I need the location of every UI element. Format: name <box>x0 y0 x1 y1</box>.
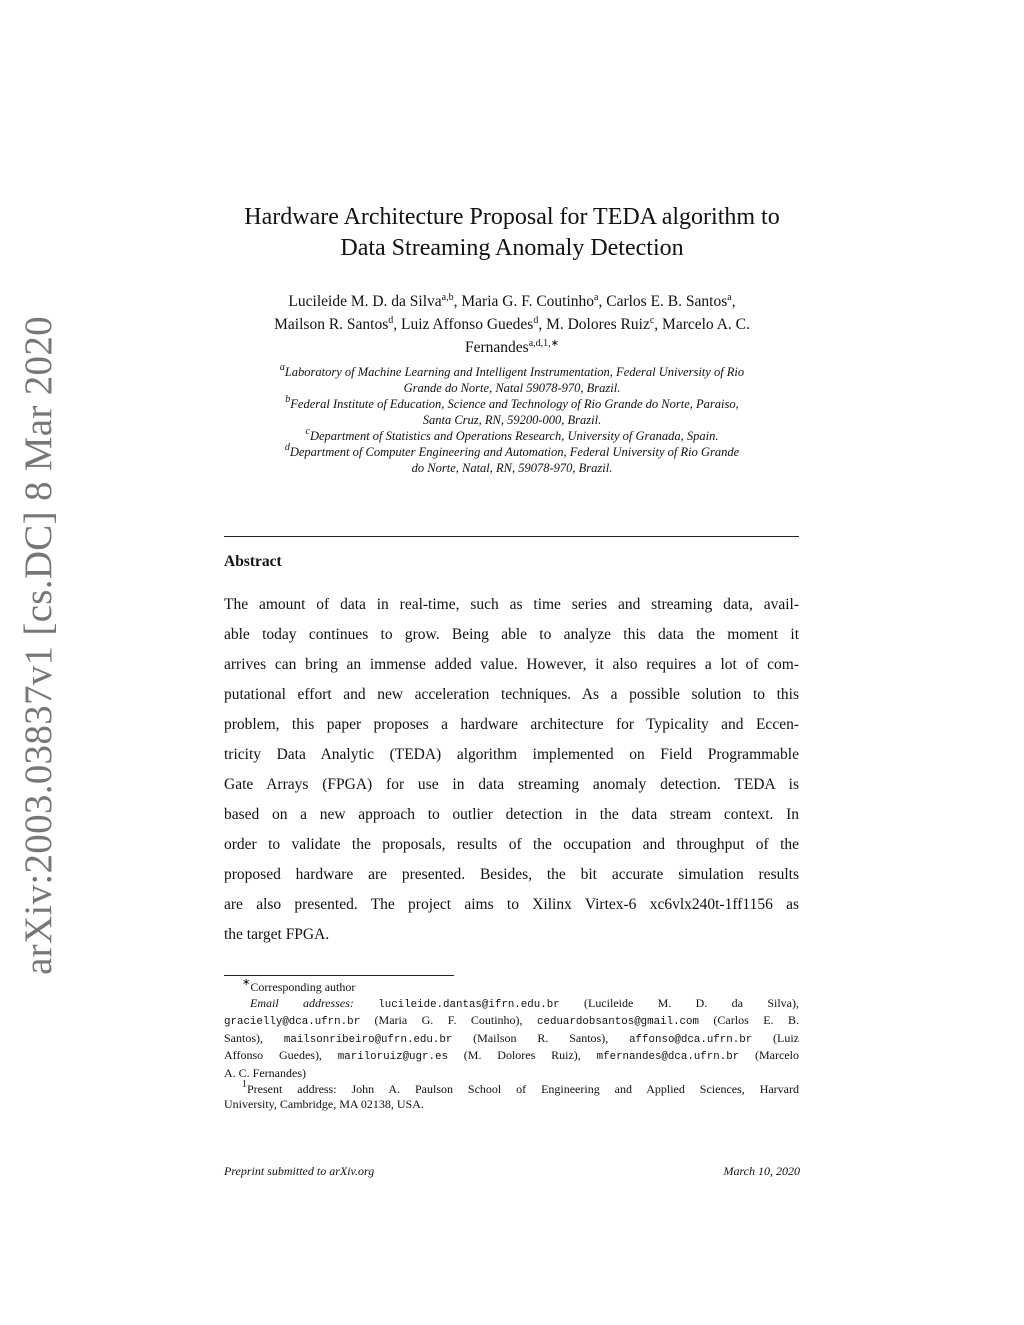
abstract-line: based on a new approach to outlier detection in the data stream context. In <box>224 806 799 823</box>
affiliation-mark: d <box>284 442 290 453</box>
author-name: Fernandes <box>464 339 529 356</box>
affiliation-mark: c <box>305 426 310 437</box>
abstract-line: able today continues to grow. Being able to analyze this data the moment it <box>224 626 799 643</box>
email-owner: (Mailson R. Santos), <box>452 1030 630 1045</box>
email-link[interactable]: ceduardobsantos@gmail.com <box>537 1016 699 1029</box>
footnote-text: Present address: John A. Paulson School of Engineering and Applied Sciences, Harvard <box>247 1081 799 1096</box>
abstract-line: putational effort and new acceleration techniques. As a possible solution to this <box>224 686 799 703</box>
author-name: , Carlos E. B. Santos <box>598 293 728 310</box>
author-line-3 <box>200 336 824 359</box>
email-owner: (Luiz <box>752 1030 800 1045</box>
email-link[interactable]: lucileide.dantas@ifrn.edu.br <box>378 998 560 1011</box>
footnote-email-line-3 <box>224 1031 799 1049</box>
affiliation-b-line-2: Santa Cruz, RN, 59200-000, Brazil. <box>422 413 602 427</box>
author-name: , Luiz Affonso Guedes <box>393 316 534 333</box>
email-owner: (M. Dolores Ruiz), <box>447 1048 597 1063</box>
paper-title <box>200 202 824 264</box>
title-line-2: Data Streaming Anomaly Detection <box>340 235 684 261</box>
abstract-line: the target FPGA. <box>224 926 330 943</box>
affiliation-text: Department of Computer Engineering and Automation, Federal University of Rio Grande <box>289 445 740 459</box>
author-affil-mark: a <box>727 292 732 303</box>
footnote-text: Corresponding author <box>250 980 356 994</box>
affiliation-d-line-1 <box>220 444 804 460</box>
abstract-line: proposed hardware are presented. Besides, the bit accurate simulation results <box>224 866 799 883</box>
author-list <box>200 290 824 359</box>
author-affil-mark: a <box>594 292 599 303</box>
author-affil-mark: c <box>649 315 655 326</box>
affiliation-c-line-1 <box>220 428 804 444</box>
affiliation-d-line-2: do Norte, Natal, RN, 59078-970, Brazil. <box>411 461 613 475</box>
email-owner: (Lucileide M. D. da Silva), <box>559 995 799 1010</box>
footnote-present-address-line-2: University, Cambridge, MA 02138, USA. <box>224 1097 424 1112</box>
footnotes <box>224 977 800 1113</box>
footnote-email-line-1 <box>224 996 799 1014</box>
email-link[interactable]: mailsonribeiro@ufrn.edu.br <box>283 1033 453 1046</box>
arxiv-identifier-stamp <box>8 315 68 975</box>
email-owner: (Marcelo <box>739 1048 799 1063</box>
email-owner: (Carlos E. B. <box>698 1013 799 1028</box>
email-label: Email addresses: <box>250 995 354 1010</box>
arxiv-id-text: arXiv:2003.03837v1 [cs.DC] 8 Mar 2020 <box>16 315 60 975</box>
email-owner: Affonso Guedes), <box>224 1048 338 1063</box>
email-owner: A. C. Fernandes) <box>224 1065 306 1080</box>
abstract-body <box>224 590 799 950</box>
affiliation-text: Department of Statistics and Operations Research, University of Granada, Spain. <box>309 429 719 443</box>
email-link[interactable]: gracielly@dca.ufrn.br <box>224 1016 361 1029</box>
abstract-top-rule <box>224 536 799 537</box>
author-separator: , <box>731 293 736 310</box>
email-owner: Santos), <box>224 1030 284 1045</box>
abstract-line: The amount of data in real-time, such as time series and streaming data, avail- <box>224 596 799 613</box>
footnote-corresponding <box>224 977 799 996</box>
footnote-email-line-4 <box>224 1048 799 1066</box>
affiliation-a-line-1 <box>220 364 804 380</box>
author-name: Mailson R. Santos <box>274 316 389 333</box>
footer-date: March 10, 2020 <box>723 1164 800 1178</box>
title-line-1: Hardware Architecture Proposal for TEDA algorithm to <box>244 204 780 230</box>
email-link[interactable]: mfernandes@dca.ufrn.br <box>596 1051 740 1064</box>
footnote-email-line-5 <box>224 1066 799 1082</box>
abstract-line: Gate Arrays (FPGA) for use in data streaming anomaly detection. TEDA is <box>224 776 799 793</box>
abstract-heading: Abstract <box>224 553 282 570</box>
author-affil-mark: d <box>533 315 539 326</box>
footnote-email-line-2 <box>224 1013 799 1031</box>
affiliation-text: Laboratory of Machine Learning and Intelligent Instrumentation, Federal University of Rio <box>284 365 745 379</box>
abstract-line: tricity Data Analytic (TEDA) algorithm implemented on Field Programmable <box>224 746 799 763</box>
author-line-1 <box>200 290 824 313</box>
email-owner: (Maria G. F. Coutinho), <box>360 1013 537 1028</box>
abstract-line: are also presented. The project aims to Xilinx Virtex-6 xc6vlx240t-1ff1156 as <box>224 896 799 913</box>
affiliation-b-line-1 <box>220 396 804 412</box>
abstract-line: arrives can bring an immense added value. However, it also requires a lot of com- <box>224 656 799 673</box>
abstract-line: order to validate the proposals, results of the occupation and throughput of the <box>224 836 799 853</box>
affiliation-mark: a <box>279 362 285 373</box>
affiliation-text: Federal Institute of Education, Science and Technology of Rio Grande do Norte, Paraiso, <box>290 397 739 411</box>
author-name: , Marcelo A. C. <box>654 316 750 333</box>
author-affil-mark: d <box>388 315 394 326</box>
footer-preprint-note: Preprint submitted to arXiv.org <box>224 1164 375 1178</box>
footnote-mark: 1 <box>242 1078 247 1090</box>
author-name: , Maria G. F. Coutinho <box>453 293 595 310</box>
email-link[interactable]: affonso@dca.ufrn.br <box>629 1033 753 1046</box>
abstract-line: problem, this paper proposes a hardware architecture for Typicality and Eccen- <box>224 716 799 733</box>
author-affil-mark: a,b <box>441 292 454 303</box>
affiliation-a-line-2: Grande do Norte, Natal 59078-970, Brazil. <box>403 381 621 395</box>
footnote-mark: ∗ <box>242 977 251 988</box>
affiliation-list <box>220 364 804 476</box>
author-name: Lucileide M. D. da Silva <box>288 293 442 310</box>
footnote-rule <box>224 975 454 976</box>
author-affil-mark: a,d,1,∗ <box>528 338 560 349</box>
affiliation-mark: b <box>285 394 291 405</box>
author-line-2 <box>200 313 824 336</box>
author-name: , M. Dolores Ruiz <box>538 316 650 333</box>
footnote-present-address-line-1 <box>224 1078 799 1098</box>
email-link[interactable]: mariloruiz@ugr.es <box>337 1051 448 1064</box>
